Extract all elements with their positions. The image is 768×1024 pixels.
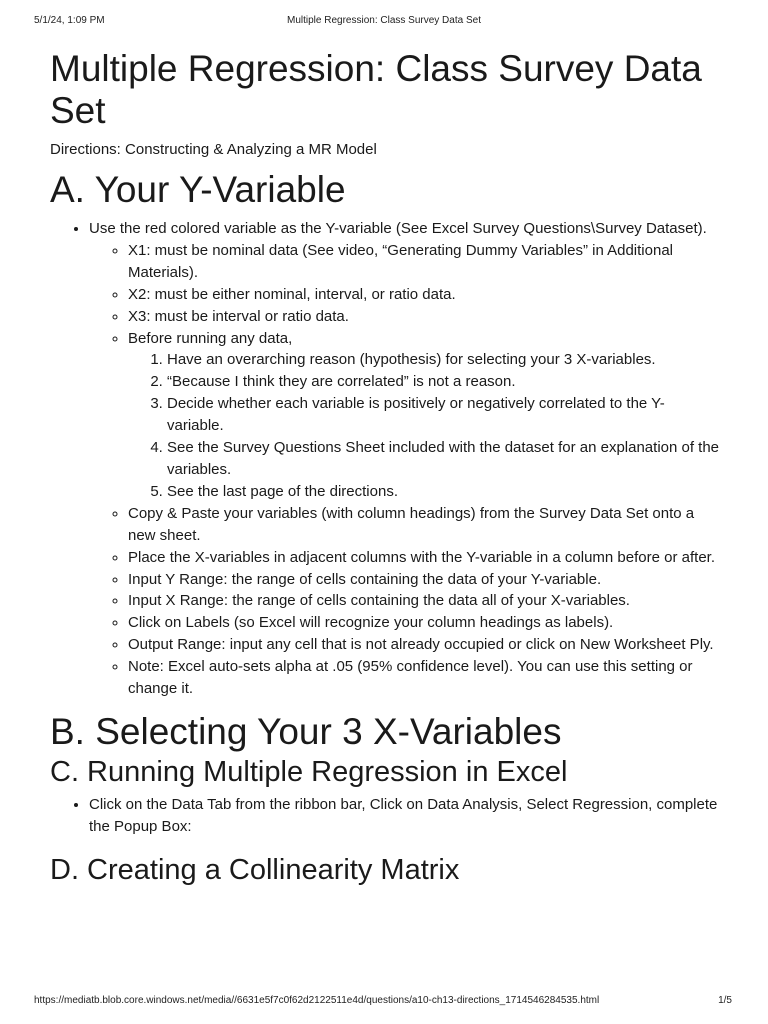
print-header xyxy=(34,15,734,29)
list-item: ◦ X1: must be nominal data (See video, “Generating Dummy Variables” in Additional Materials). xyxy=(128,240,720,284)
list-item: ◦ X3: must be interval or ratio data. xyxy=(128,306,720,328)
numbered-step: 5. See the last page of the directions. xyxy=(167,481,720,503)
list-item-text: Before running any data, xyxy=(128,329,293,347)
section-a-sublist xyxy=(89,240,720,700)
list-item: ◦ Input X Range: the range of cells containing the data all of your X-variables. xyxy=(128,590,720,612)
section-d-heading: D. Creating a Collinearity Matrix xyxy=(50,853,460,886)
list-item: • Click on the Data Tab from the ribbon bar, Click on Data Analysis, Select Regression, complete the Popup Box: xyxy=(89,794,720,838)
section-a-heading: A. Your Y-Variable xyxy=(50,169,346,210)
list-item xyxy=(89,218,720,700)
list-item: ◦ Note: Excel auto-sets alpha at .05 (95% confidence level). You can use this setting or change it. xyxy=(128,656,720,700)
section-a-list xyxy=(50,218,720,700)
document-content xyxy=(50,48,720,888)
list-item: ◦ Output Range: input any cell that is not already occupied or click on New Worksheet Ply. xyxy=(128,634,720,656)
before-running-steps xyxy=(128,349,720,502)
numbered-step: 3. Decide whether each variable is positively or negatively correlated to the Y-variable. xyxy=(167,393,720,437)
list-item: ◦ Click on Labels (so Excel will recognize your column headings as labels). xyxy=(128,612,720,634)
numbered-step: 4. See the Survey Questions Sheet included with the dataset for an explanation of the variables. xyxy=(167,437,720,481)
list-item-text: Use the red colored variable as the Y-variable (See Excel Survey Questions\Survey Dataset). xyxy=(89,220,707,237)
numbered-step: 2. “Because I think they are correlated” is not a reason. xyxy=(167,371,720,393)
print-page-title: Multiple Regression: Class Survey Data Set xyxy=(287,15,481,26)
list-item: ◦ Place the X-variables in adjacent columns with the Y-variable in a column before or after. xyxy=(128,547,720,569)
print-page-number: 1/5 xyxy=(718,995,732,1006)
section-c-list xyxy=(50,794,720,838)
section-c-heading: C. Running Multiple Regression in Excel xyxy=(50,755,568,788)
list-item: ◦ Copy & Paste your variables (with column headings) from the Survey Data Set onto a new sheet. xyxy=(128,503,720,547)
list-item xyxy=(128,328,720,503)
list-item: ◦ X2: must be either nominal, interval, or ratio data. xyxy=(128,284,720,306)
section-b-heading: B. Selecting Your 3 X-Variables xyxy=(50,710,562,752)
print-url: https://mediatb.blob.core.windows.net/media//6631e5f7c0f62d2122511e4d/questions/a10-ch13-directions_1714546284535.html xyxy=(34,995,600,1006)
document-subtitle: Directions: Constructing & Analyzing a MR Model xyxy=(50,141,377,158)
document-title: Multiple Regression: Class Survey Data Set xyxy=(50,48,702,131)
print-datetime: 5/1/24, 1:09 PM xyxy=(34,15,105,26)
print-footer xyxy=(34,995,734,1009)
list-item: ◦ Input Y Range: the range of cells containing the data of your Y-variable. xyxy=(128,569,720,591)
numbered-step: 1. Have an overarching reason (hypothesis) for selecting your 3 X-variables. xyxy=(167,349,720,371)
